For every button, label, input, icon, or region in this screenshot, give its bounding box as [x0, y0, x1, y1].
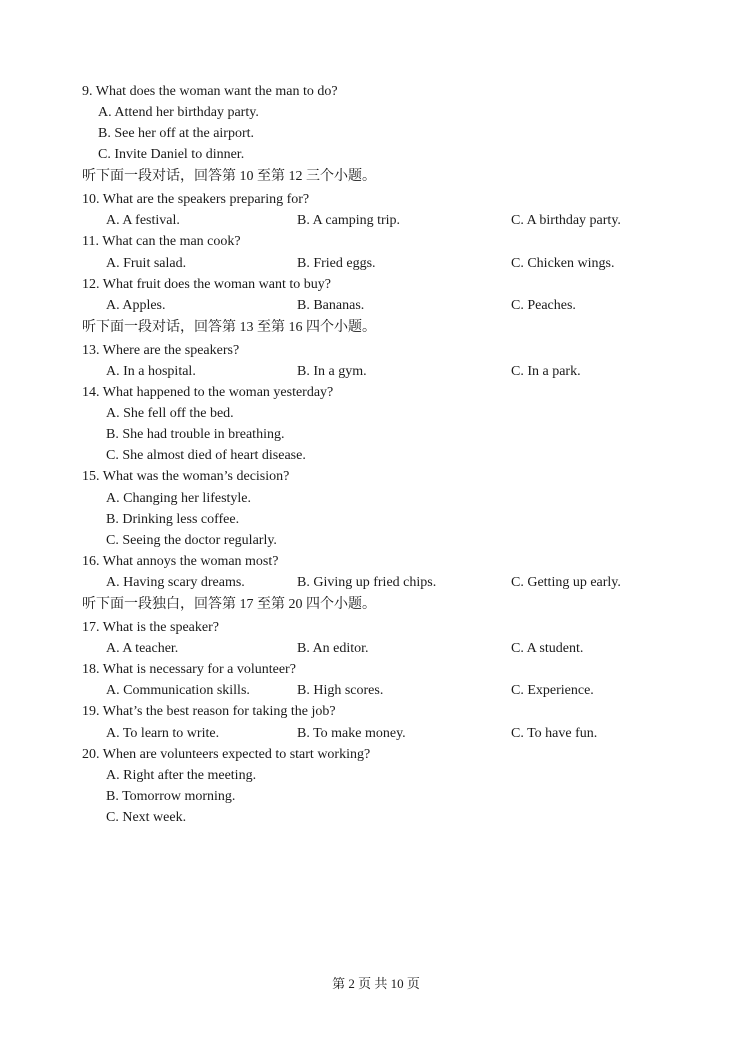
question-12-option-a: A. Apples.: [106, 298, 166, 313]
question-16: 16. What annoys the woman most?: [82, 554, 279, 569]
section-instruction-10-12: 听下面一段对话，回答第 10 至第 12 三个小题。: [82, 169, 376, 184]
question-17: 17. What is the speaker?: [82, 620, 219, 635]
question-15: 15. What was the woman’s decision?: [82, 469, 290, 484]
question-17-options: [0, 638, 752, 659]
question-18-option-c: C. Experience.: [511, 683, 594, 698]
page-number-footer: 第 2 页 共 10 页: [332, 976, 420, 991]
question-18-options: [0, 680, 752, 701]
question-14: 14. What happened to the woman yesterday?: [82, 385, 334, 400]
question-13-options: [0, 361, 752, 382]
question-19-option-c: C. To have fun.: [511, 726, 598, 741]
question-10-options: [0, 210, 752, 231]
question-11-option-b: B. Fried eggs.: [297, 256, 376, 271]
question-10-option-b: B. A camping trip.: [297, 213, 401, 228]
question-20-option-c: C. Next week.: [106, 810, 187, 825]
question-17-option-a: A. A teacher.: [106, 641, 179, 656]
question-18-option-b: B. High scores.: [297, 683, 384, 698]
question-16-option-a: A. Having scary dreams.: [106, 575, 245, 590]
question-17-option-c: C. A student.: [511, 641, 584, 656]
question-11: 11. What can the man cook?: [82, 234, 241, 249]
question-19-option-b: B. To make money.: [297, 726, 406, 741]
question-19-option-a: A. To learn to write.: [106, 726, 220, 741]
question-13-option-a: A. In a hospital.: [106, 364, 196, 379]
question-13-option-b: B. In a gym.: [297, 364, 367, 379]
question-15-option-b: B. Drinking less coffee.: [106, 512, 240, 527]
question-14-option-c: C. She almost died of heart disease.: [106, 448, 306, 463]
question-12: 12. What fruit does the woman want to buy?: [82, 277, 331, 292]
question-15-option-a: A. Changing her lifestyle.: [106, 491, 252, 506]
question-20-option-a: A. Right after the meeting.: [106, 768, 257, 783]
question-10-option-c: C. A birthday party.: [511, 213, 621, 228]
question-10-option-a: A. A festival.: [106, 213, 180, 228]
question-19-options: [0, 723, 752, 744]
question-9: 9. What does the woman want the man to do?: [82, 84, 338, 99]
question-10: 10. What are the speakers preparing for?: [82, 192, 310, 207]
question-15-option-c: C. Seeing the doctor regularly.: [106, 533, 277, 548]
question-20: 20. When are volunteers expected to start working?: [82, 747, 371, 762]
question-18: 18. What is necessary for a volunteer?: [82, 662, 296, 677]
question-18-option-a: A. Communication skills.: [106, 683, 250, 698]
question-20-option-b: B. Tomorrow morning.: [106, 789, 236, 804]
question-16-options: [0, 572, 752, 593]
section-instruction-13-16: 听下面一段对话，回答第 13 至第 16 四个小题。: [82, 320, 376, 335]
question-12-option-b: B. Bananas.: [297, 298, 365, 313]
question-11-option-c: C. Chicken wings.: [511, 256, 615, 271]
question-14-option-b: B. She had trouble in breathing.: [106, 427, 285, 442]
question-13: 13. Where are the speakers?: [82, 343, 240, 358]
question-19: 19. What’s the best reason for taking the job?: [82, 704, 336, 719]
section-instruction-17-20: 听下面一段独白，回答第 17 至第 20 四个小题。: [82, 597, 376, 612]
question-13-option-c: C. In a park.: [511, 364, 581, 379]
question-16-option-c: C. Getting up early.: [511, 575, 621, 590]
question-11-option-a: A. Fruit salad.: [106, 256, 187, 271]
question-9-option-a: A. Attend her birthday party.: [98, 105, 259, 120]
question-12-option-c: C. Peaches.: [511, 298, 576, 313]
question-9-option-b: B. See her off at the airport.: [98, 126, 255, 141]
question-17-option-b: B. An editor.: [297, 641, 369, 656]
question-16-option-b: B. Giving up fried chips.: [297, 575, 437, 590]
question-11-options: [0, 253, 752, 274]
question-12-options: [0, 295, 752, 316]
question-9-option-c: C. Invite Daniel to dinner.: [98, 147, 245, 162]
question-14-option-a: A. She fell off the bed.: [106, 406, 234, 421]
